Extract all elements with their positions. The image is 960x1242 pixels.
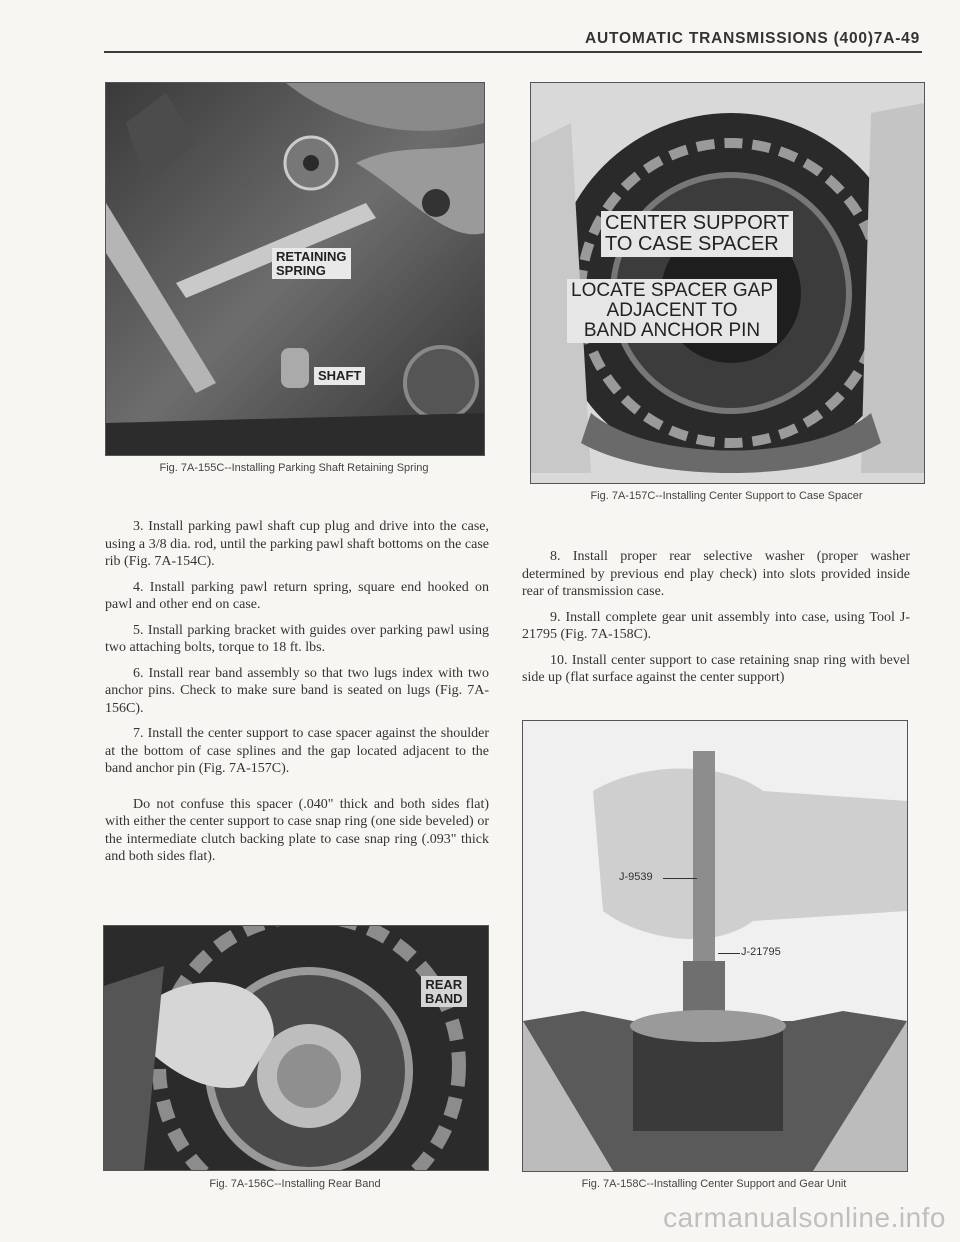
step-3: 3. Install parking pawl shaft cup plug and drive into the case, using a 3/8 dia. rod, until the parking pawl shaft bottoms on the case rib (Fig. 7A-154C).: [105, 519, 489, 569]
label-center-support: CENTER SUPPORT: [605, 212, 790, 234]
photo-rear-band-image: [104, 926, 488, 1170]
label-center-support-spacer: [601, 211, 793, 257]
caption-fig-156c: Fig. 7A-156C--Installing Rear Band: [209, 1178, 381, 1190]
step-10: 10. Install center support to case retaining snap ring with bevel side up (flat surface against the center support): [522, 652, 910, 685]
label-tool-j21795: J-21795: [741, 946, 781, 958]
step-4: 4. Install parking pawl return spring, square end hooked on pawl and other end on case.: [105, 579, 489, 612]
step-9: 9. Install complete gear unit assembly into case, using Tool J-21795 (Fig. 7A-158C).: [522, 609, 910, 642]
label-retaining-spring: [272, 248, 351, 279]
label-band: BAND: [425, 990, 463, 1006]
header-rule: [104, 51, 922, 53]
label-rear-band: [421, 976, 467, 1007]
step-8: 8. Install proper rear selective washer (proper washer determined by previous end play check) into slots provided inside rear of transmission case.: [522, 549, 910, 599]
watermark: carmanualsonline.info: [663, 1202, 946, 1233]
caption-fig-158c: Fig. 7A-158C--Installing Center Support and Gear Unit: [581, 1178, 847, 1190]
label-locate-spacer-gap: LOCATE SPACER GAP: [571, 280, 774, 301]
step-7: 7. Install the center support to case spacer against the shoulder at the bottom of case splines and the gap located adjacent to the band anchor pin (Fig. 7A-157C).: [105, 726, 489, 776]
leader-j21795: [718, 953, 740, 954]
label-adjacent-to: ADJACENT TO: [606, 299, 738, 321]
leader-j9539: [663, 878, 697, 879]
caption-fig-155c: Fig. 7A-155C--Installing Parking Shaft Retaining Spring: [159, 462, 429, 474]
step-6: 6. Install rear band assembly so that two lugs index with two anchor pins. Check to make sure band is seated on lugs (Fig. 7A-156C).: [105, 665, 489, 716]
label-spring: SPRING: [276, 262, 326, 278]
photo-rear-band: [103, 925, 489, 1171]
page-header: AUTOMATIC TRANSMISSIONS (400)7A-49: [585, 30, 920, 47]
label-shaft: SHAFT: [314, 367, 365, 385]
step-5: 5. Install parking bracket with guides over parking pawl using two attaching bolts, torque to 18 ft. lbs.: [105, 622, 489, 655]
left-column-text: [105, 518, 489, 874]
label-retaining: RETAINING: [276, 249, 347, 264]
label-band-anchor-pin: BAND ANCHOR PIN: [583, 319, 761, 341]
caption-fig-157c: Fig. 7A-157C--Installing Center Support to Case Spacer: [590, 490, 863, 502]
photo-parking-shaft: [105, 82, 485, 456]
photo-gear-unit: [522, 720, 908, 1172]
right-column-text: [522, 548, 910, 695]
label-to-case-spacer: TO CASE SPACER: [605, 233, 779, 255]
spacer-note: Do not confuse this spacer (.040" thick and both sides flat) with either the center support to case snap ring (one side beveled) or the intermediate clutch backing plate to case snap ring (.093" thick and both sides flat).: [105, 796, 489, 864]
label-locate-gap: [567, 279, 777, 343]
photo-gear-unit-image: [523, 721, 907, 1171]
label-rear: REAR: [425, 977, 463, 992]
photo-center-support: [530, 82, 925, 484]
label-tool-j9539: J-9539: [619, 871, 653, 883]
